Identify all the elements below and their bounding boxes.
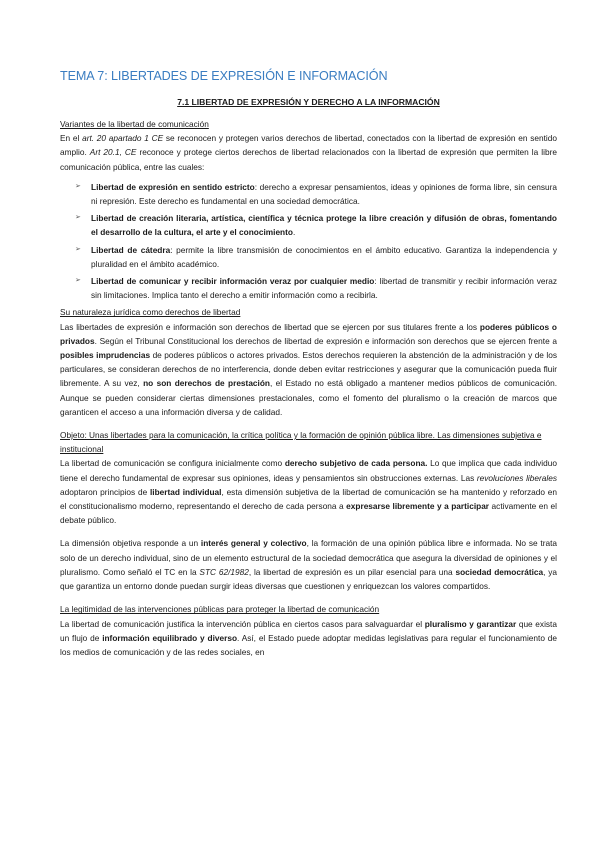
text-run: La libertad de comunicación justifica la intervención pública en ciertos casos para salvaguardar el: [60, 618, 425, 629]
document-body: [60, 68, 557, 659]
text-run: La dimensión objetiva responde a un: [60, 538, 201, 549]
section-legitimidad: [60, 602, 557, 659]
text-run: La libertad de comunicación se configura inicialmente como: [60, 458, 285, 469]
arrow-bullet-icon: ➢: [75, 214, 81, 222]
bold-text: posibles imprudencias: [60, 350, 151, 361]
paragraph: [60, 617, 557, 660]
article-reference: art. 20 apartado 1 CE: [82, 133, 164, 144]
bold-text: no son derechos de prestación: [143, 378, 270, 389]
text-run: Las libertades de expresión e información son derechos de libertad que se ejercen por sus titulares frente a los: [60, 321, 480, 332]
bold-text: derecho subjetivo de cada persona.: [284, 458, 428, 469]
section-heading: Objeto: Unas libertades para la comunicación, la crítica política y la formación de opinión pública libre. Las dimensiones subjetiva e institucional: [60, 430, 542, 455]
list-item: [75, 211, 557, 239]
bullet-list: [60, 180, 557, 303]
section-objeto: [60, 428, 557, 593]
text-run: que exista un flujo de: [60, 618, 557, 643]
bold-text: Libertad de comunicar y recibir información veraz por cualquier medio: [91, 276, 375, 287]
section-heading: La legitimidad de las intervenciones públicas para proteger la libertad de comunicación: [60, 604, 380, 615]
section-heading: Variantes de la libertad de comunicación: [60, 119, 209, 129]
list-item: [75, 274, 558, 302]
case-reference: STC 62/1982: [199, 566, 249, 577]
text-run: : derecho a expresar pensamientos, ideas y opiniones de forma libre, sin censura ni represión. Este derecho es fundamental en una sociedad democrática.: [91, 181, 557, 207]
text-run: .: [292, 227, 296, 238]
bold-text: Libertad de expresión en sentido estricto: [91, 181, 255, 192]
text-run: , esta dimensión subjetiva de la libertad de comunicación se ha mantenido y reforzado en el constitucionalismo moderno, representando el derecho de cada persona a: [60, 486, 558, 512]
bold-text: poderes públicos o privados: [60, 321, 557, 346]
text-run: reconoce y protege ciertos derechos de libertad relacionados con la libertad de expresión que permiten la libre comunicación pública, entre las cuales:: [60, 147, 557, 172]
page-title: TEMA 7: LIBERTADES DE EXPRESIÓN E INFORMACIÓN: [60, 69, 388, 83]
text-run: . Según el Tribunal Constitucional los derechos de libertad de expresión e información son derechos que se ejercen frente a: [94, 335, 557, 346]
text-run: , la formación de una opinión pública libre e informada. No se trata solo de un derecho individual, sino de un elemento estructural de la sociedad democrática que asegura la diversidad de opiniones y el pluralismo. Como señaló el TC en la: [60, 538, 557, 577]
section-subtitle: 7.1 LIBERTAD DE EXPRESIÓN Y DERECHO A LA INFORMACIÓN: [177, 97, 440, 107]
list-item: [75, 243, 557, 271]
paragraph: [60, 456, 557, 527]
list-item: [75, 180, 557, 208]
text-run: activamente en el debate público.: [60, 501, 557, 526]
bold-text: expresarse libremente y a participar: [346, 501, 490, 512]
article-reference: Art 20.1, CE: [89, 147, 137, 158]
section-naturaleza: [60, 305, 557, 419]
text-run: , el Estado no está obligado a mantener medios públicos de comunicación. Aunque se pueden considerar ciertas dimensiones prestacionales, como el fomento del pluralismo o la creación de marcos que garanticen el acceso a una información diversa y de calidad.: [60, 378, 558, 417]
bold-text: pluralismo y garantizar: [424, 618, 517, 629]
bold-text: sociedad democrática: [455, 566, 544, 577]
paragraph: [60, 320, 557, 419]
section-heading: Su naturaleza jurídica como derechos de libertad: [60, 307, 241, 318]
text-run: En el: [60, 133, 83, 144]
text-run: se reconocen y protegen varios derechos de libertad, conectados con la libertad de expresión en sentido amplio.: [60, 133, 557, 158]
arrow-bullet-icon: ➢: [75, 277, 81, 285]
bold-text: interés general y colectivo: [200, 538, 307, 549]
bold-text: Libertad de creación literaria, artística, científica y técnica protege la libre creación y difusión de obras, fomentando el desarrollo de la cultura, el arte y el conocimiento: [91, 213, 557, 238]
text-run: Lo que implica que cada individuo tiene el derecho fundamental de expresar sus opiniones, ideas y pensamientos sin obstrucciones externas. Las: [60, 458, 557, 483]
text-run: de poderes públicos o actores privados. Estos derechos requieren la abstención de la administración y de los particulares, se consideran derechos de no interferencia, donde deben evitar restricciones y asegurar que la comunicación pueda fluir libremente. A su vez,: [60, 350, 558, 389]
bold-text: Libertad de cátedra: [91, 244, 171, 255]
arrow-bullet-icon: ➢: [75, 245, 81, 253]
text-run: , la libertad de expresión es un pilar esencial para una: [248, 566, 456, 577]
italic-text: revoluciones liberales: [476, 472, 557, 483]
arrow-bullet-icon: ➢: [75, 182, 81, 190]
text-run: : libertad de transmitir y recibir información veraz sin limitaciones. Implica tanto el derecho a emitir información como a recibirla.: [91, 276, 558, 301]
text-run: , ya que garantiza un entorno donde puedan surgir ideas diversas que cuestionen y enriquezcan los valores compartidos.: [60, 566, 558, 592]
paragraph: [60, 536, 557, 593]
text-run: : permite la libre transmisión de conocimientos en el ámbito educativo. Garantiza la independencia y pluralidad en el ámbito académico.: [91, 244, 557, 269]
bold-text: información equilibrado y diverso: [102, 632, 238, 643]
paragraph: [60, 131, 557, 174]
text-run: . Así, el Estado puede adoptar medidas legislativas para regular el funcionamiento de los medios de comunicación y de las redes sociales, en: [60, 632, 557, 657]
text-run: adoptaron principios de: [60, 486, 150, 497]
section-variantes: [60, 117, 557, 302]
bold-text: libertad individual: [150, 486, 222, 497]
